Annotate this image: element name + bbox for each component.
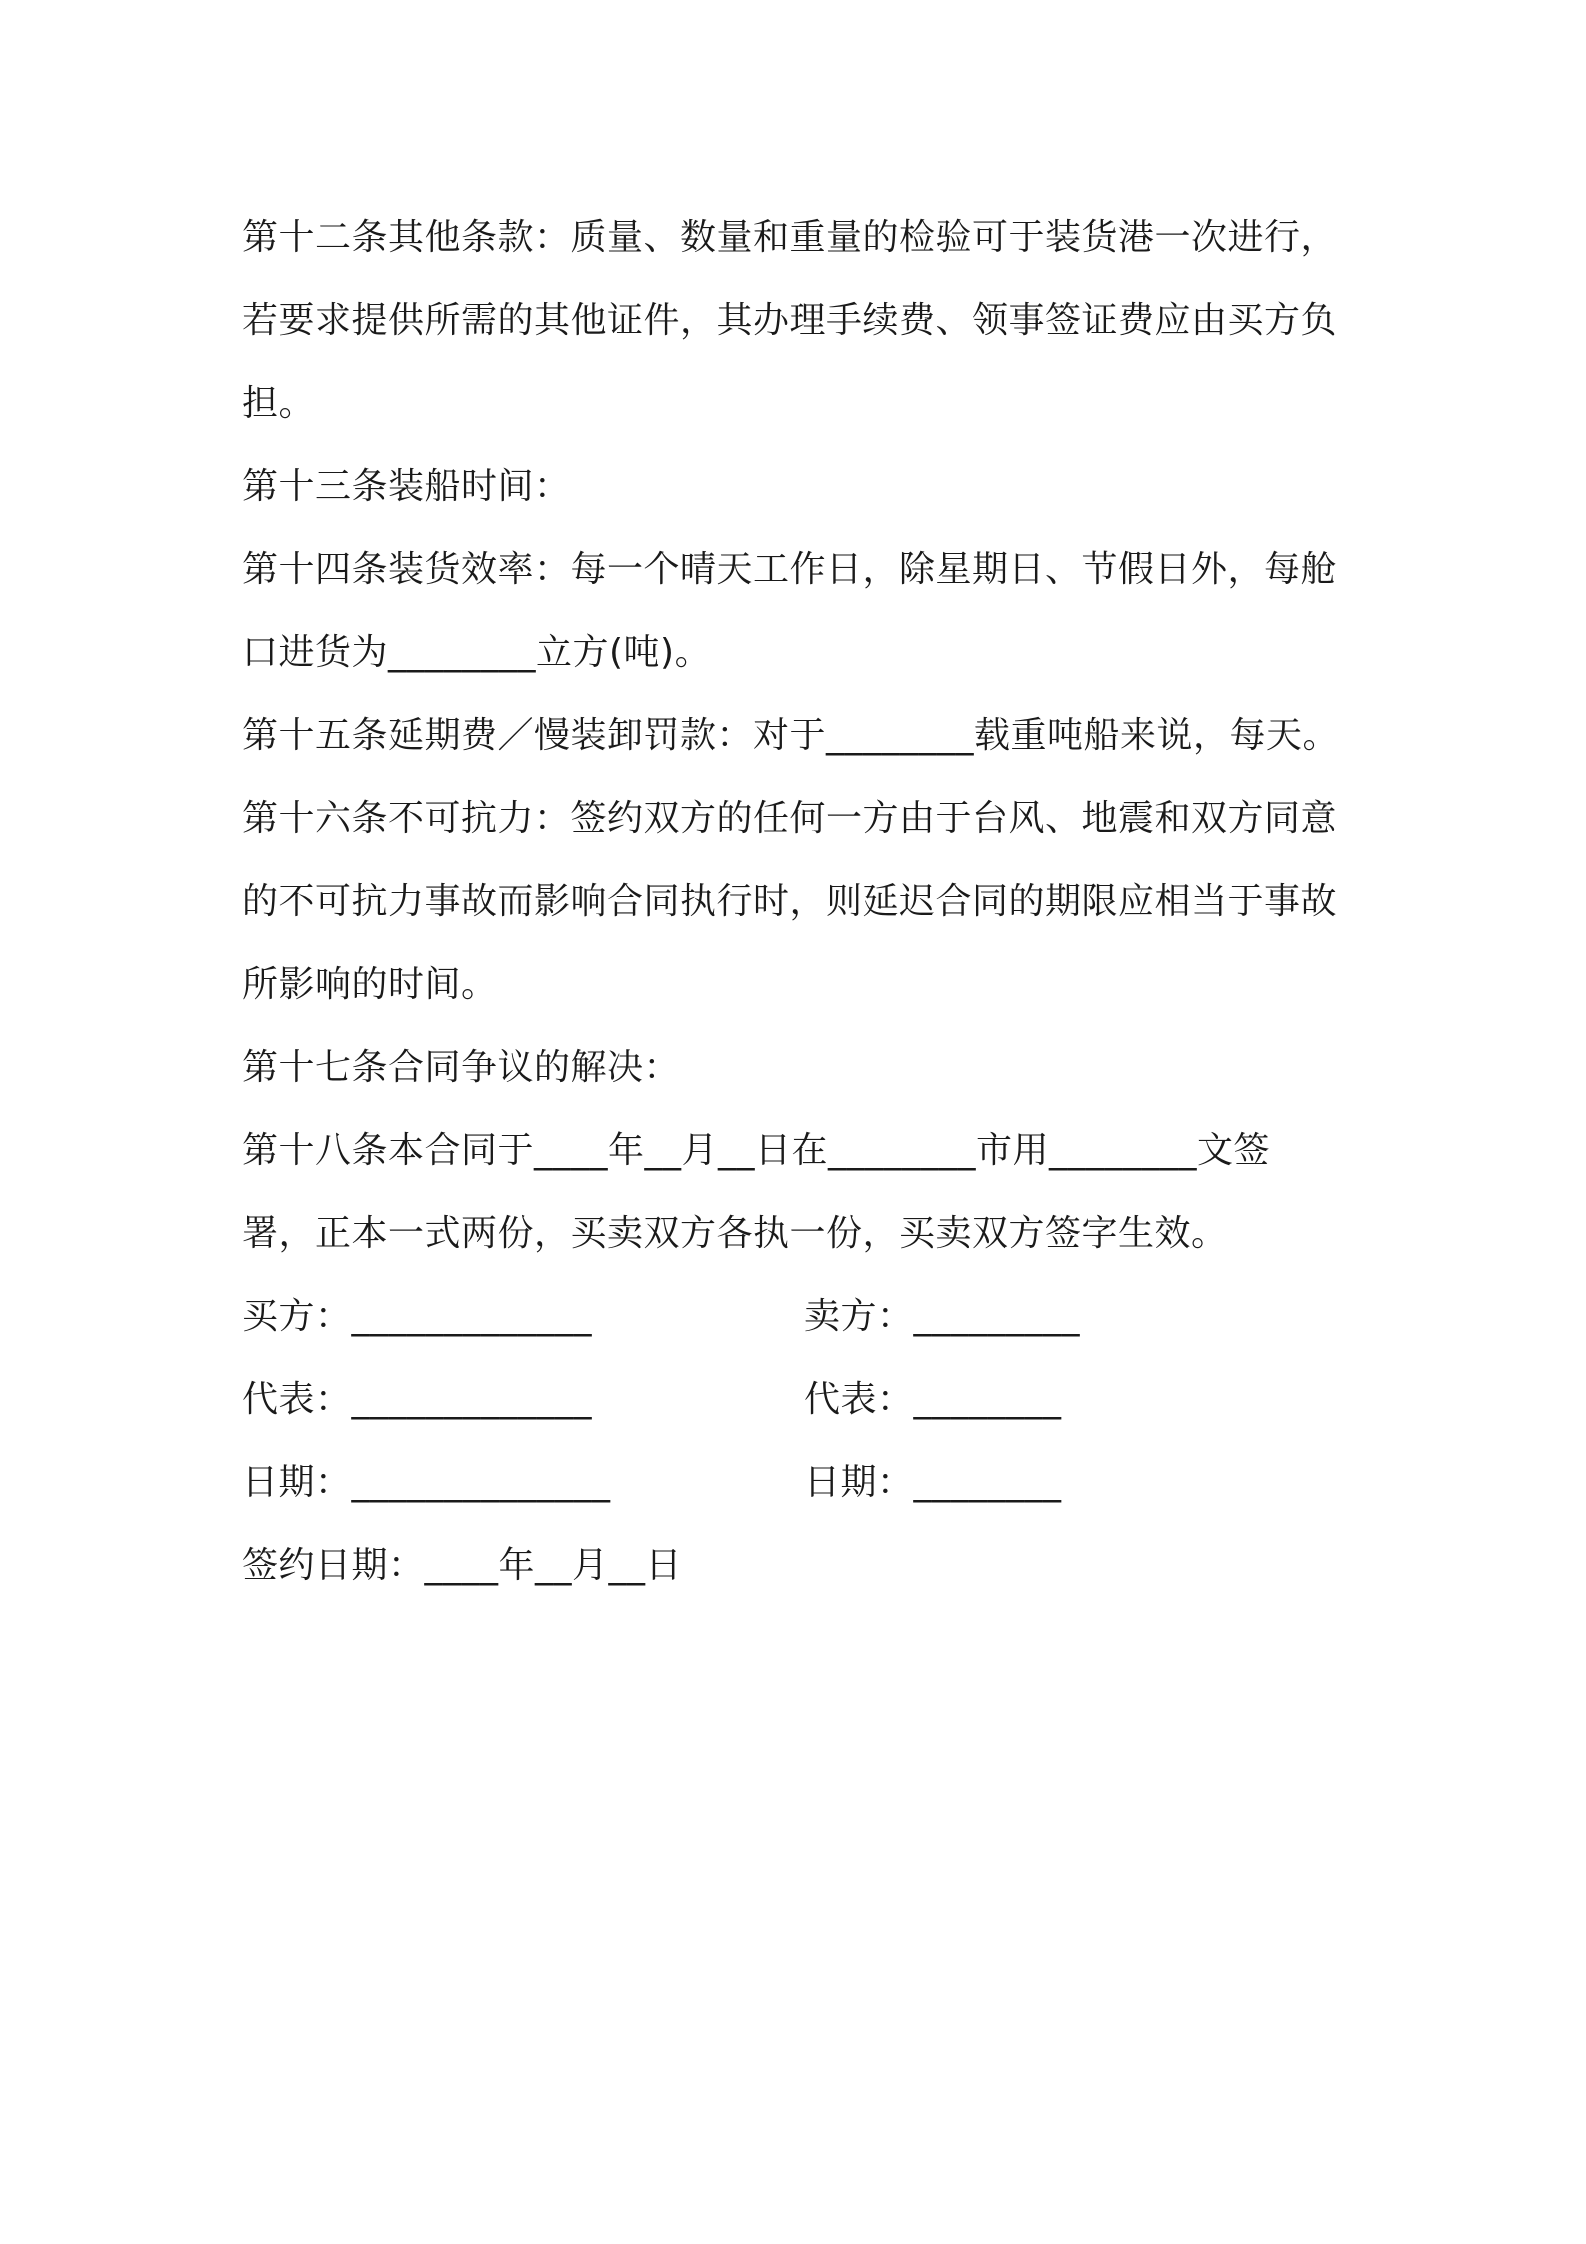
clause-12-line-2: 若要求提供所需的其他证件，其办理手续费、领事签证费应由买方负 [242,300,1338,341]
clause-14-line-1: 第十四条装货效率：每一个晴天工作日，除星期日、节假日外，每舱 [242,549,1338,590]
clause-18-line-1: 第十八条本合同于____年__月__日在________市用________文签 [242,1130,1271,1171]
clause-16-line-1: 第十六条不可抗力：签约双方的任何一方由于台风、地震和双方同意 [242,798,1338,839]
clause-14-line-2: 口进货为________立方(吨)。 [242,632,712,673]
signing-date: 签约日期：____年__月__日 [242,1545,683,1586]
clause-17: 第十七条合同争议的解决： [242,1047,681,1088]
seller-date-field: 日期：________ [804,1462,1062,1503]
clause-15: 第十五条延期费／慢装卸罚款：对于________载重吨船来说，每天。 [242,715,1340,756]
buyer-representative-field: 代表：_____________ [242,1379,593,1420]
signature-row-representative [242,1358,1362,1441]
buyer-date-field: 日期：______________ [242,1462,611,1503]
signature-row-date [242,1441,1362,1524]
clause-16-line-3: 所影响的时间。 [242,964,498,1005]
clause-12-line-3: 担。 [242,383,316,424]
signature-row-party [242,1275,1362,1358]
clause-12-line-1: 第十二条其他条款：质量、数量和重量的检验可于装货港一次进行， [242,217,1338,258]
document-body [242,196,1362,1607]
clause-13: 第十三条装船时间： [242,466,571,507]
seller-representative-field: 代表：________ [804,1379,1062,1420]
seller-signature-field: 卖方：_________ [804,1296,1081,1337]
clause-18-line-2: 署，正本一式两份，买卖双方各执一份，买卖双方签字生效。 [242,1213,1228,1254]
clause-16-line-2: 的不可抗力事故而影响合同执行时，则延迟合同的期限应相当于事故 [242,881,1338,922]
buyer-signature-field: 买方：_____________ [242,1296,593,1337]
